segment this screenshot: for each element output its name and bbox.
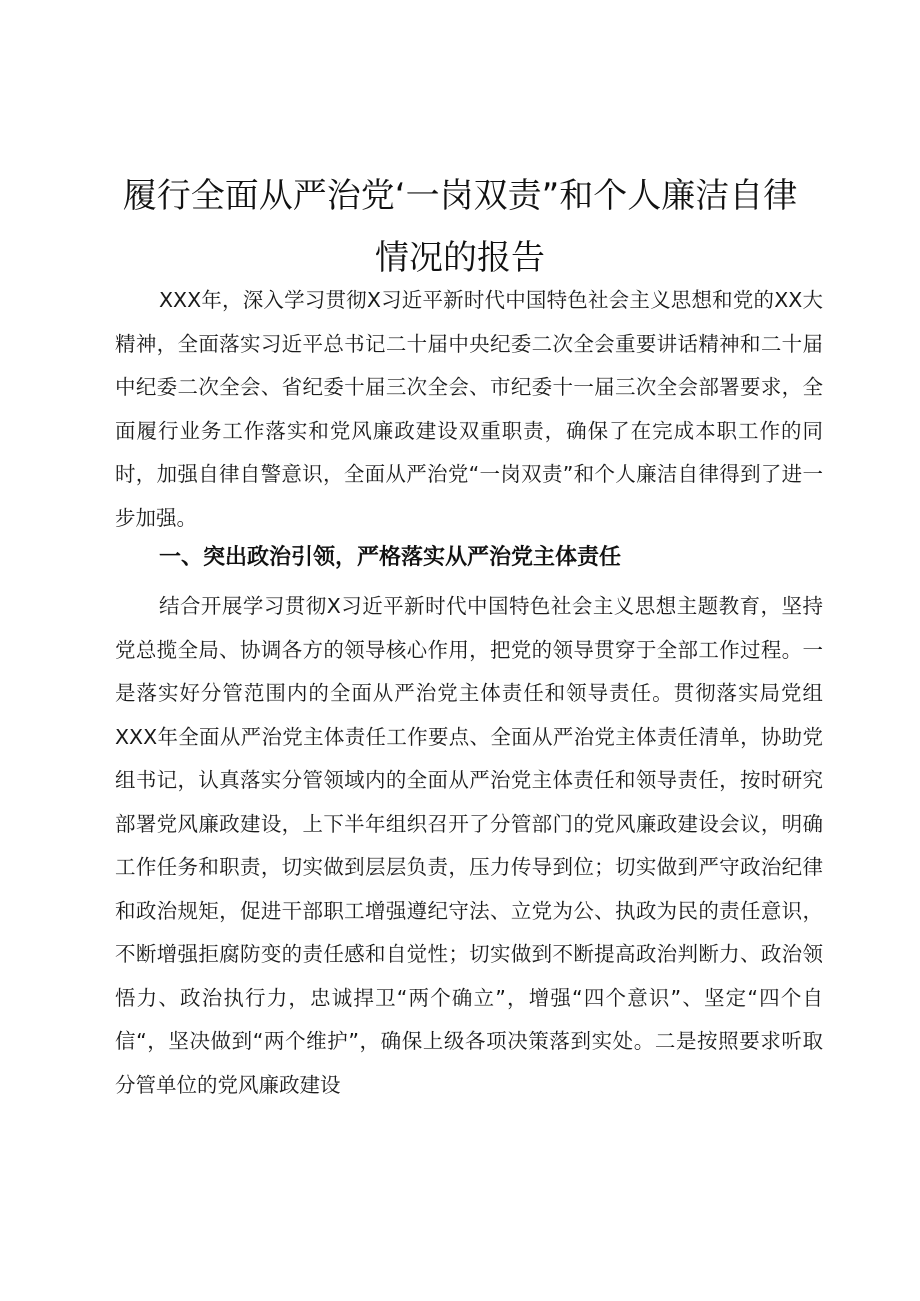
document-title-line2: 情况的报告 (375, 238, 545, 278)
intro-paragraph: XXX年，深入学习贯彻X习近平新时代中国特色社会主义思想和党的XX大精神，全面落实习近平总书记二十届中央纪委二次全会重要讲话精神和二十届中纪委二次全会、省纪委十届三次全会、市纪委十一届三次全会部署要求，全面履行业务工作落实和党风廉政建设双重职责，确保了在完成本职工作的同时，加强自律自警意识，全面从严治党“一岗双责”和个人廉洁自律得到了进一步加强。 (115, 288, 823, 530)
section1-paragraph: 结合开展学习贯彻X习近平新时代中国特色社会主义思想主题教育，坚持党总揽全局、协调各方的领导核心作用，把党的领导贯穿于全部工作过程。一是落实好分管范围内的全面从严治党主体责任和领导责任。贯彻落实局党组XXX年全面从严治党主体责任工作要点、全面从严治党主体责任清单，协助党组书记，认真落实分管领域内的全面从严治党主体责任和领导责任，按时研究部署党风廉政建设，上下半年组织召开了分管部门的党风廉政建设会议，明确工作任务和职责，切实做到层层负责，压力传导到位；切实做到严守政治纪律和政治规矩，促进干部职工增强遵纪守法、立党为公、执政为民的责任意识，不断增强拒腐防变的责任感和自觉性；切实做到不断提高政治判断力、政治领悟力、政治执行力，忠诚捍卫“两个确立”，增强“四个意识”、坚定“四个自信“，坚决做到“两个维护”，确保上级各项决策落到实处。二是按照要求听取分管单位的党风廉政建设 (115, 594, 823, 1097)
section-heading-1: 一、突出政治引领，严格落实从严治党主体责任 (159, 545, 622, 570)
document-title-line1: 履行全面从严治党‘一岗双责”和个人廉洁自律 (122, 176, 798, 216)
